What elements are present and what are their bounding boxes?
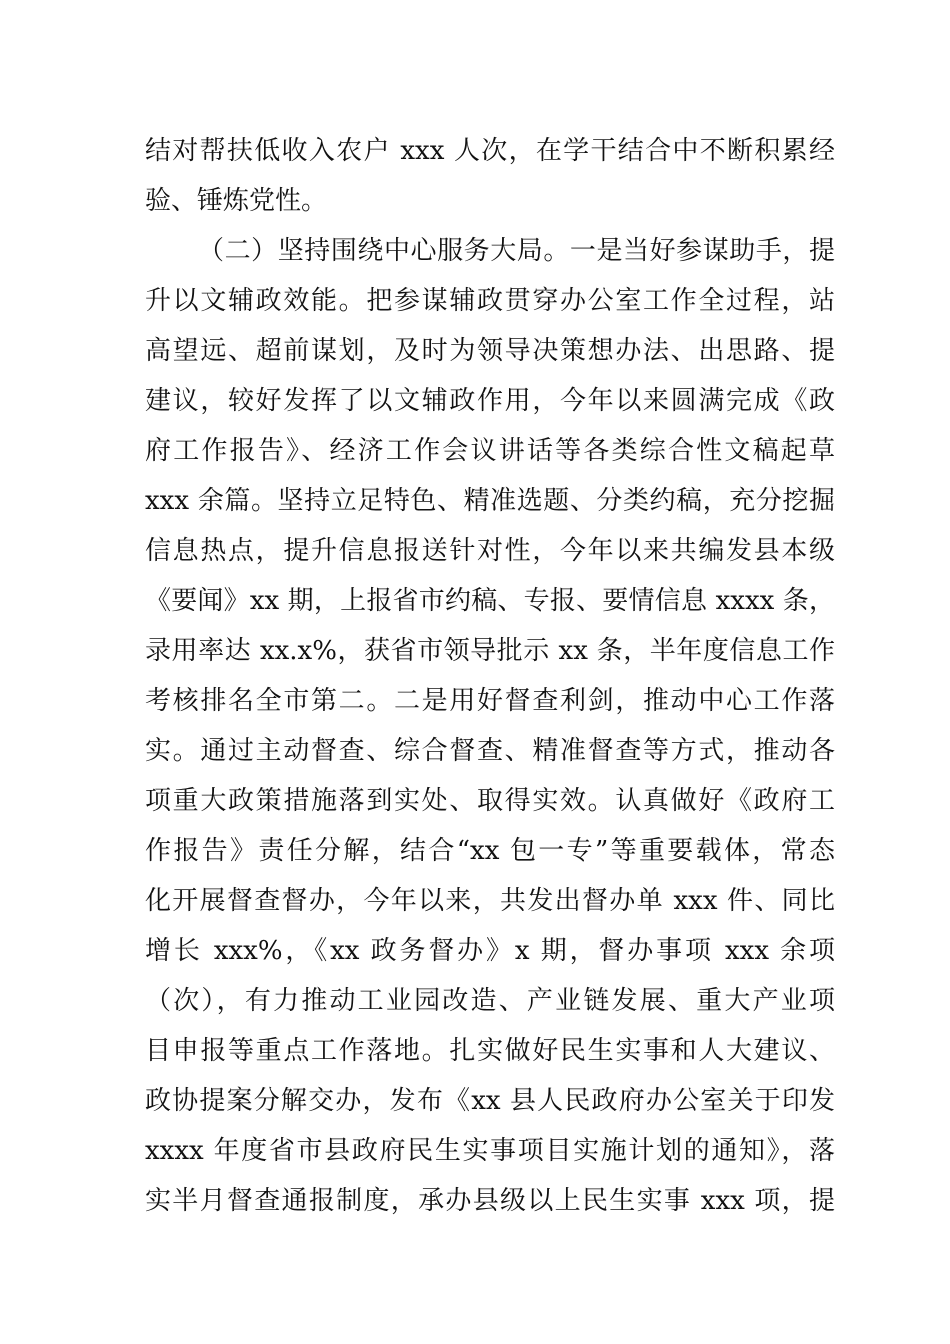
text-line-11: 录用率达 xx.x%，获省市领导批示 xx 条，半年度信息工作 [145,636,835,666]
text-line-1: 结对帮扶低收入农户 xxx 人次，在学干结合中不断积累经 [145,136,835,166]
text-line-20: 政协提案分解交办，发布《xx 县人民政府办公室关于印发 [145,1086,835,1116]
text-line-18: （次），有力推动工业园改造、产业链发展、重大产业项 [145,986,835,1016]
text-line-3: （二）坚持围绕中心服务大局。一是当好参谋助手，提 [198,236,835,266]
text-line-19: 目申报等重点工作落地。扎实做好民生实事和人大建议、 [145,1036,835,1066]
text-line-22: 实半月督查通报制度，承办县级以上民生实事 xxx 项，提 [145,1186,835,1216]
text-line-13: 实。通过主动督查、综合督查、精准督查等方式，推动各 [145,736,835,766]
text-line-2: 验、锤炼党性。 [145,186,328,216]
text-line-10: 《要闻》xx 期，上报省市约稿、专报、要情信息 xxxx 条， [145,586,835,616]
text-line-5: 高望远、超前谋划，及时为领导决策想办法、出思路、提 [145,336,835,366]
text-line-17: 增长 xxx%，《xx 政务督办》x 期，督办事项 xxx 余项 [145,936,835,966]
text-line-16: 化开展督查督办，今年以来，共发出督办单 xxx 件、同比 [145,886,835,916]
text-line-6: 建议，较好发挥了以文辅政作用，今年以来圆满完成《政 [145,386,835,416]
text-line-9: 信息热点，提升信息报送针对性，今年以来共编发县本级 [145,536,835,566]
text-line-4: 升以文辅政效能。把参谋辅政贯穿办公室工作全过程，站 [145,286,835,316]
text-line-14: 项重大政策措施落到实处、取得实效。认真做好《政府工 [145,786,835,816]
text-line-15: 作报告》责任分解，结合“xx 包一专”等重要载体，常态 [145,836,835,866]
text-line-21: xxxx 年度省市县政府民生实事项目实施计划的通知》，落 [145,1136,835,1166]
text-line-12: 考核排名全市第二。二是用好督查利剑，推动中心工作落 [145,686,835,716]
text-line-7: 府工作报告》、经济工作会议讲话等各类综合性文稿起草 [145,436,835,466]
text-line-8: xxx 余篇。坚持立足特色、精准选题、分类约稿，充分挖掘 [145,486,835,516]
